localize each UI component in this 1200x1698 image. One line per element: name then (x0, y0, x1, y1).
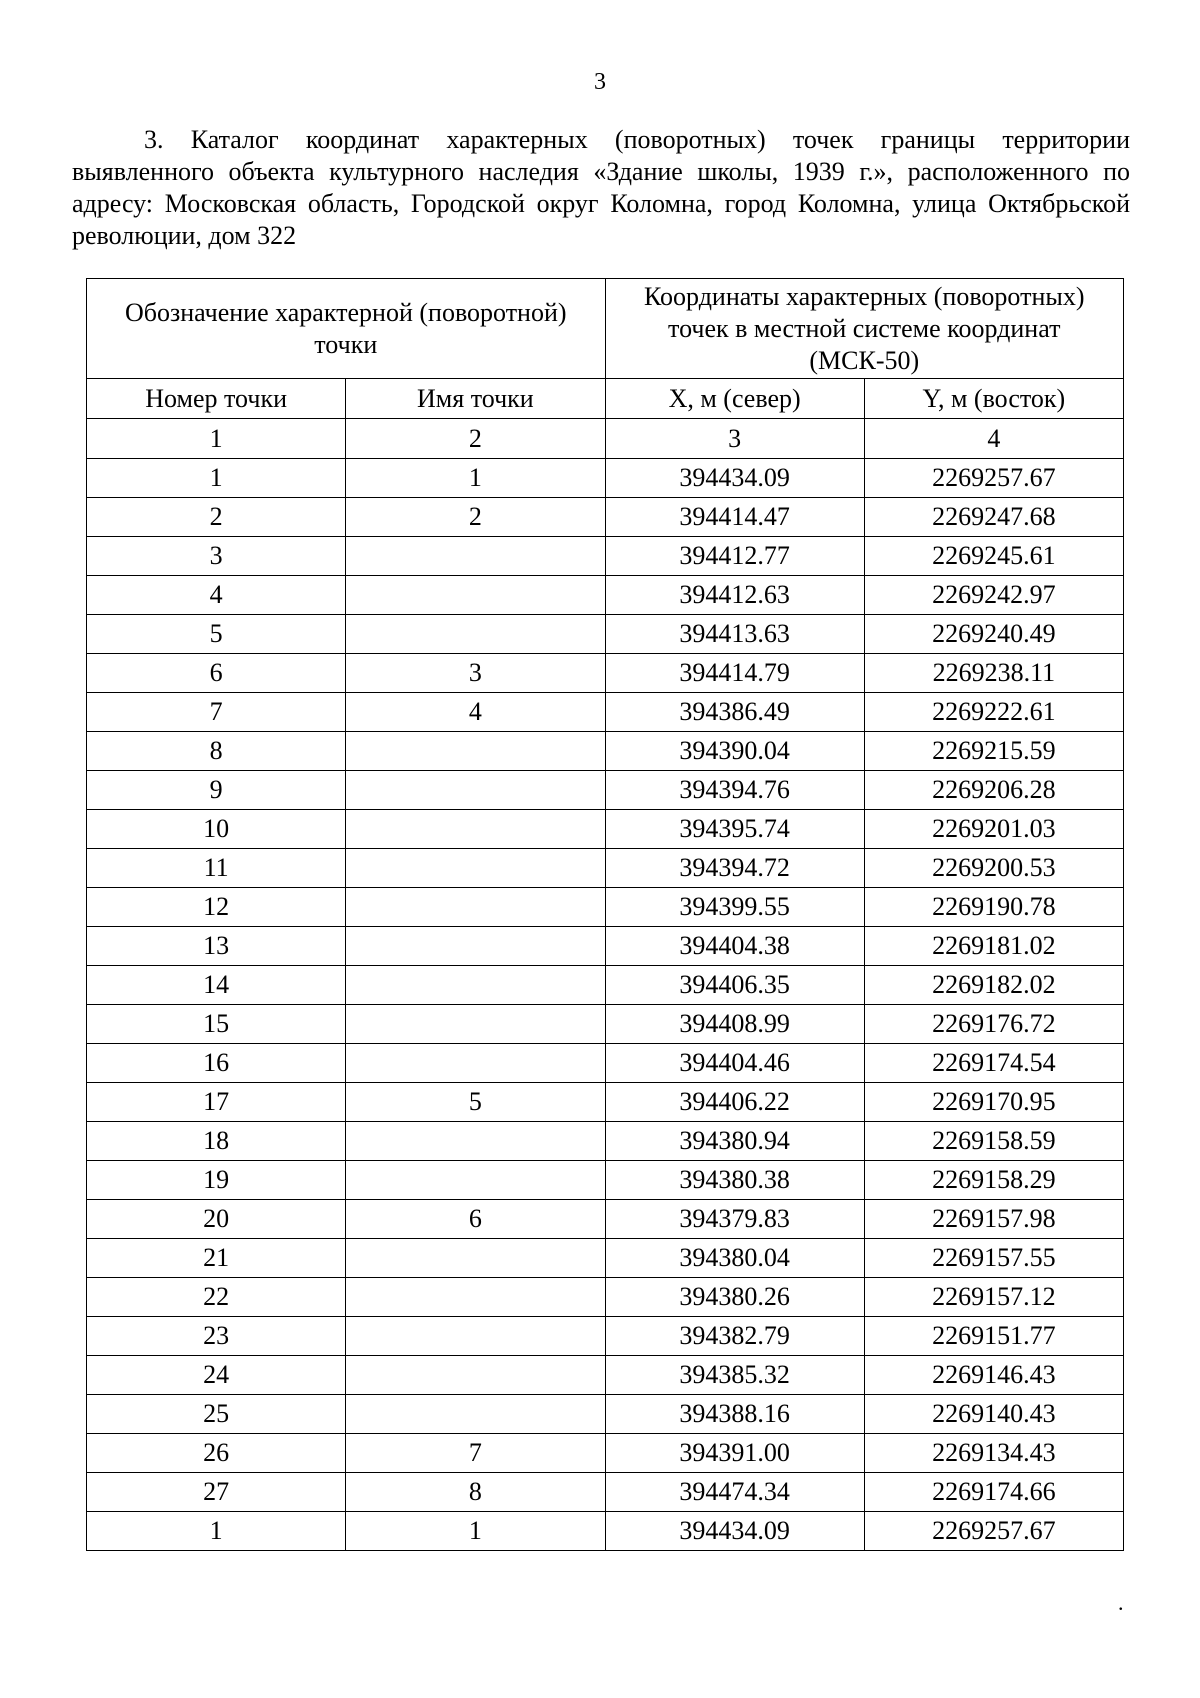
cell-point-name (346, 1395, 605, 1434)
cell-point-name: 6 (346, 1200, 605, 1239)
cell-point-number: 17 (87, 1083, 346, 1122)
table-row (87, 1122, 1124, 1161)
cell-point-number: 1 (87, 459, 346, 498)
cell-x-coordinate: 394379.83 (605, 1200, 864, 1239)
cell-point-number: 6 (87, 654, 346, 693)
cell-point-number: 19 (87, 1161, 346, 1200)
cell-point-name (346, 888, 605, 927)
cell-x-coordinate: 394380.38 (605, 1161, 864, 1200)
cell-y-coordinate: 2269158.59 (864, 1122, 1123, 1161)
cell-point-name: 1 (346, 1512, 605, 1551)
cell-y-coordinate: 2269182.02 (864, 966, 1123, 1005)
cell-y-coordinate: 2269247.68 (864, 498, 1123, 537)
cell-point-name (346, 1161, 605, 1200)
cell-point-name: 1 (346, 459, 605, 498)
cell-point-number: 1 (87, 1512, 346, 1551)
cell-x-coordinate: 394382.79 (605, 1317, 864, 1356)
cell-point-name (346, 1044, 605, 1083)
cell-x-coordinate: 394412.63 (605, 576, 864, 615)
table-row (87, 1044, 1124, 1083)
table-row (87, 1239, 1124, 1278)
table-row (87, 1434, 1124, 1473)
cell-point-name (346, 966, 605, 1005)
cell-point-number: 7 (87, 693, 346, 732)
cell-x-coordinate: 394414.47 (605, 498, 864, 537)
cell-point-number: 23 (87, 1317, 346, 1356)
cell-point-name: 8 (346, 1473, 605, 1512)
cell-x-coordinate: 394388.16 (605, 1395, 864, 1434)
cell-y-coordinate: 2269174.66 (864, 1473, 1123, 1512)
cell-point-name (346, 615, 605, 654)
cell-y-coordinate: 2269240.49 (864, 615, 1123, 654)
cell-point-number: 5 (87, 615, 346, 654)
cell-point-number: 14 (87, 966, 346, 1005)
cell-x-coordinate: 394380.26 (605, 1278, 864, 1317)
cell-y-coordinate: 2269257.67 (864, 1512, 1123, 1551)
cell-y-coordinate: 2269170.95 (864, 1083, 1123, 1122)
point-designation-header: Обозначение характерной (поворотной) точки (87, 279, 606, 379)
cell-point-name (346, 1317, 605, 1356)
cell-point-name (346, 732, 605, 771)
cell-point-name (346, 1356, 605, 1395)
cell-point-name: 3 (346, 654, 605, 693)
coordinates-header: Координаты характерных (поворотных) точек в местной системе координат (МСК-50) (605, 279, 1124, 379)
cell-point-number: 11 (87, 849, 346, 888)
cell-x-coordinate: 394406.22 (605, 1083, 864, 1122)
cell-point-number: 4 (87, 576, 346, 615)
column-header-point-name: Имя точки (346, 379, 605, 419)
cell-x-coordinate: 394413.63 (605, 615, 864, 654)
cell-y-coordinate: 2269157.98 (864, 1200, 1123, 1239)
table-row (87, 654, 1124, 693)
table-row (87, 1083, 1124, 1122)
cell-x-coordinate: 394380.04 (605, 1239, 864, 1278)
table-row (87, 1395, 1124, 1434)
cell-y-coordinate: 2269200.53 (864, 849, 1123, 888)
cell-point-name (346, 849, 605, 888)
column-number: 3 (605, 419, 864, 459)
table-row (87, 966, 1124, 1005)
cell-x-coordinate: 394395.74 (605, 810, 864, 849)
cell-y-coordinate: 2269190.78 (864, 888, 1123, 927)
cell-y-coordinate: 2269238.11 (864, 654, 1123, 693)
cell-point-name (346, 1278, 605, 1317)
cell-x-coordinate: 394474.34 (605, 1473, 864, 1512)
table-row (87, 459, 1124, 498)
cell-point-number: 25 (87, 1395, 346, 1434)
table-row (87, 1356, 1124, 1395)
table-row (87, 1278, 1124, 1317)
cell-y-coordinate: 2269146.43 (864, 1356, 1123, 1395)
cell-point-number: 10 (87, 810, 346, 849)
table-row (87, 1317, 1124, 1356)
cell-y-coordinate: 2269245.61 (864, 537, 1123, 576)
cell-point-name: 4 (346, 693, 605, 732)
cell-point-name: 5 (346, 1083, 605, 1122)
table-row (87, 927, 1124, 966)
cell-point-number: 12 (87, 888, 346, 927)
table-row (87, 615, 1124, 654)
cell-point-number: 20 (87, 1200, 346, 1239)
page-number: 3 (594, 69, 606, 95)
cell-y-coordinate: 2269158.29 (864, 1161, 1123, 1200)
cell-x-coordinate: 394380.94 (605, 1122, 864, 1161)
cell-point-number: 2 (87, 498, 346, 537)
cell-x-coordinate: 394385.32 (605, 1356, 864, 1395)
cell-x-coordinate: 394412.77 (605, 537, 864, 576)
cell-x-coordinate: 394399.55 (605, 888, 864, 927)
table-row (87, 1473, 1124, 1512)
table-row (87, 576, 1124, 615)
column-number: 1 (87, 419, 346, 459)
cell-x-coordinate: 394391.00 (605, 1434, 864, 1473)
cell-point-name: 7 (346, 1434, 605, 1473)
trailing-mark: . (1118, 1590, 1124, 1615)
column-header-y: Y, м (восток) (864, 379, 1123, 419)
cell-x-coordinate: 394408.99 (605, 1005, 864, 1044)
table-row (87, 810, 1124, 849)
table-header-group-row (87, 279, 1124, 379)
cell-point-number: 21 (87, 1239, 346, 1278)
cell-y-coordinate: 2269134.43 (864, 1434, 1123, 1473)
cell-point-name: 2 (346, 498, 605, 537)
cell-point-name (346, 537, 605, 576)
cell-point-number: 13 (87, 927, 346, 966)
cell-point-number: 9 (87, 771, 346, 810)
coordinates-table (86, 278, 1124, 1551)
table-row (87, 1512, 1124, 1551)
cell-point-number: 24 (87, 1356, 346, 1395)
cell-x-coordinate: 394394.72 (605, 849, 864, 888)
cell-y-coordinate: 2269206.28 (864, 771, 1123, 810)
cell-x-coordinate: 394390.04 (605, 732, 864, 771)
cell-point-name (346, 576, 605, 615)
table-row (87, 888, 1124, 927)
table-row (87, 1200, 1124, 1239)
table-row (87, 498, 1124, 537)
cell-point-name (346, 771, 605, 810)
cell-y-coordinate: 2269140.43 (864, 1395, 1123, 1434)
table-row (87, 1161, 1124, 1200)
cell-y-coordinate: 2269242.97 (864, 576, 1123, 615)
table-row (87, 1005, 1124, 1044)
cell-point-number: 16 (87, 1044, 346, 1083)
column-header-point-number: Номер точки (87, 379, 346, 419)
cell-point-name (346, 927, 605, 966)
cell-x-coordinate: 394394.76 (605, 771, 864, 810)
table-body (87, 459, 1124, 1551)
cell-x-coordinate: 394404.38 (605, 927, 864, 966)
cell-point-number: 3 (87, 537, 346, 576)
cell-x-coordinate: 394414.79 (605, 654, 864, 693)
cell-point-number: 18 (87, 1122, 346, 1161)
cell-x-coordinate: 394434.09 (605, 1512, 864, 1551)
cell-y-coordinate: 2269201.03 (864, 810, 1123, 849)
cell-point-name (346, 1239, 605, 1278)
cell-y-coordinate: 2269257.67 (864, 459, 1123, 498)
cell-y-coordinate: 2269181.02 (864, 927, 1123, 966)
cell-point-number: 26 (87, 1434, 346, 1473)
cell-point-number: 27 (87, 1473, 346, 1512)
cell-x-coordinate: 394406.35 (605, 966, 864, 1005)
cell-point-name (346, 810, 605, 849)
column-header-x: X, м (север) (605, 379, 864, 419)
intro-paragraph: 3. Каталог координат характерных (поворотных) точек границы территории выявленного объекта культурного наследия «Здание школы, 1939 г.», расположенного по адресу: Московская область, Городской округ Коломна, город Коломна, улица Октябрьской революции, дом 322 (72, 125, 1130, 250)
cell-y-coordinate: 2269222.61 (864, 693, 1123, 732)
cell-x-coordinate: 394434.09 (605, 459, 864, 498)
cell-y-coordinate: 2269151.77 (864, 1317, 1123, 1356)
cell-y-coordinate: 2269157.12 (864, 1278, 1123, 1317)
column-number: 4 (864, 419, 1123, 459)
cell-point-number: 15 (87, 1005, 346, 1044)
cell-y-coordinate: 2269215.59 (864, 732, 1123, 771)
cell-point-name (346, 1005, 605, 1044)
table-column-number-row (87, 419, 1124, 459)
table-row (87, 693, 1124, 732)
cell-y-coordinate: 2269157.55 (864, 1239, 1123, 1278)
table-column-header-row (87, 379, 1124, 419)
cell-point-name (346, 1122, 605, 1161)
column-number: 2 (346, 419, 605, 459)
cell-y-coordinate: 2269174.54 (864, 1044, 1123, 1083)
table-row (87, 732, 1124, 771)
table-row (87, 771, 1124, 810)
cell-x-coordinate: 394386.49 (605, 693, 864, 732)
cell-point-number: 8 (87, 732, 346, 771)
table-row (87, 849, 1124, 888)
cell-point-number: 22 (87, 1278, 346, 1317)
cell-x-coordinate: 394404.46 (605, 1044, 864, 1083)
table-row (87, 537, 1124, 576)
cell-y-coordinate: 2269176.72 (864, 1005, 1123, 1044)
